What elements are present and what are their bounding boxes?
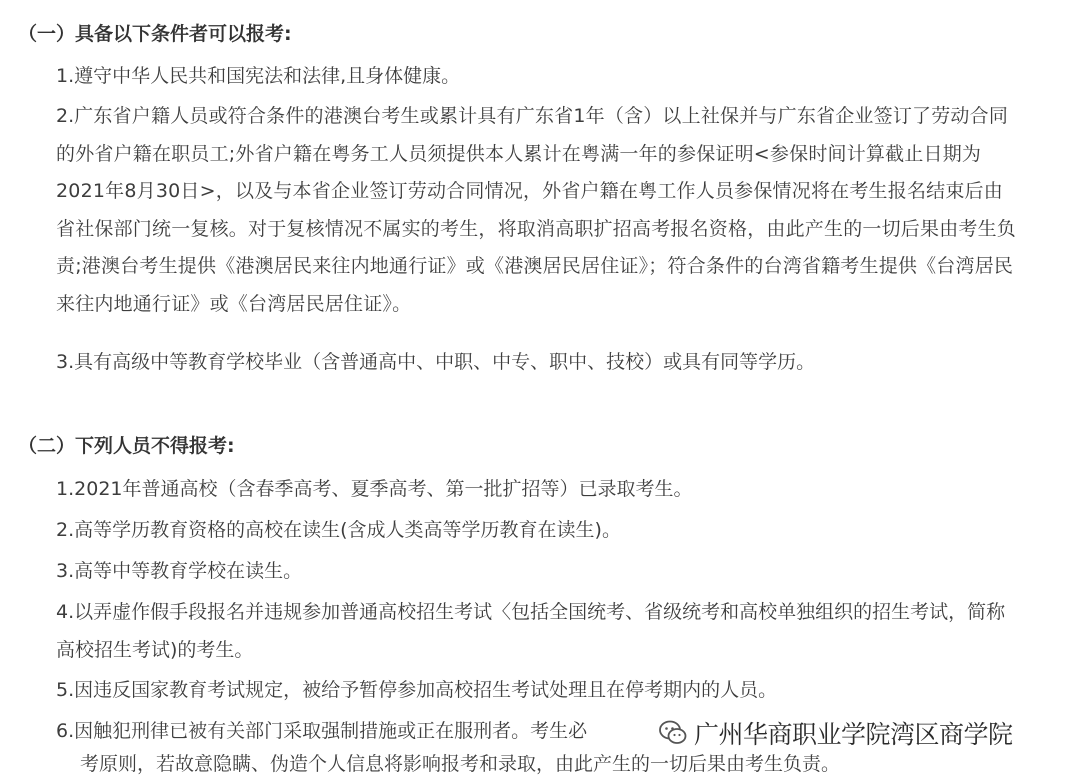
section2-item-4: [56, 594, 1011, 669]
section1-heading: （一）具备以下条件者可以报考:: [18, 23, 292, 45]
item-text: 以弄虚作假手段报名并违规参加普通高校招生考试〈包括全国统考、省级统考和高校单独组织的招生考试，简称高校招生考试)的考生。: [56, 601, 1006, 661]
section1-item-2: [56, 98, 1018, 323]
item-number: 1.: [56, 478, 75, 500]
section2-item-6-continued: [80, 746, 1045, 784]
section2-item-1: [56, 471, 1021, 509]
section1-item-1: [56, 58, 1021, 96]
item-text: 广东省户籍人员或符合条件的港澳台考生或累计具有广东省1年（含）以上社保并与广东省企业签订了劳动合同的外省户籍在职员工;外省户籍在粤务工人员须提供本人累计在粤满一年的参保证明<参保时间计算截止日期为2021年8月30日>，以及与本省企业签订劳动合同情况，外省户籍在粤工作人员参保情况将在考生报名结束后由省社保部门统一复核。对于复核情况不属实的考生，将取消高职扩招高考报名资格，由此产生的一切后果由考生负责;港澳台考生提供《港澳居民来往内地通行证》或《港澳居民居住证》；符合条件的台湾省籍考生提供《台湾居民来往内地通行证》或《台湾居民居住证》。: [56, 105, 1017, 315]
item-number: 6.: [56, 720, 75, 742]
item-text: 考原则，若故意隐瞒、伪造个人信息将影响报考和录取，由此产生的一切后果由考生负责。: [80, 753, 841, 775]
wechat-watermark: [658, 715, 1013, 751]
item-text: 2021年普通高校（含春季高考、夏季高考、第一批扩招等）已录取考生。: [74, 478, 693, 500]
section2-item-5: [56, 672, 1021, 710]
item-number: 4.: [56, 601, 75, 623]
item-text: 因违反国家教育考试规定，被给予暂停参加高校招生考试处理且在停考期内的人员。: [74, 679, 778, 701]
item-number: 2.: [56, 519, 75, 541]
item-text: 高等中等教育学校在读生。: [74, 560, 303, 582]
item-number: 3.: [56, 560, 75, 582]
section1-item-3: [56, 344, 1021, 382]
section2-heading: （二）下列人员不得报考:: [18, 435, 235, 457]
item-text: 遵守中华人民共和国宪法和法律,且身体健康。: [74, 65, 461, 87]
item-text: 因触犯刑律已被有关部门采取强制措施或正在服刑者。考生必: [74, 720, 588, 742]
section2-item-3: [56, 553, 1021, 591]
item-number: 5.: [56, 679, 75, 701]
section2-item-2: [56, 512, 1021, 550]
item-text: 具有高级中等教育学校毕业（含普通高中、中职、中专、职中、技校）或具有同等学历。: [74, 351, 816, 373]
item-text: 高等学历教育资格的高校在读生(含成人类高等学历教育在读生)。: [74, 519, 621, 541]
watermark-text: 广州华商职业学院湾区商学院: [694, 720, 1013, 749]
wechat-icon: [658, 718, 688, 748]
item-number: 2.: [56, 105, 75, 127]
item-number: 3.: [56, 351, 75, 373]
item-number: 1.: [56, 65, 75, 87]
